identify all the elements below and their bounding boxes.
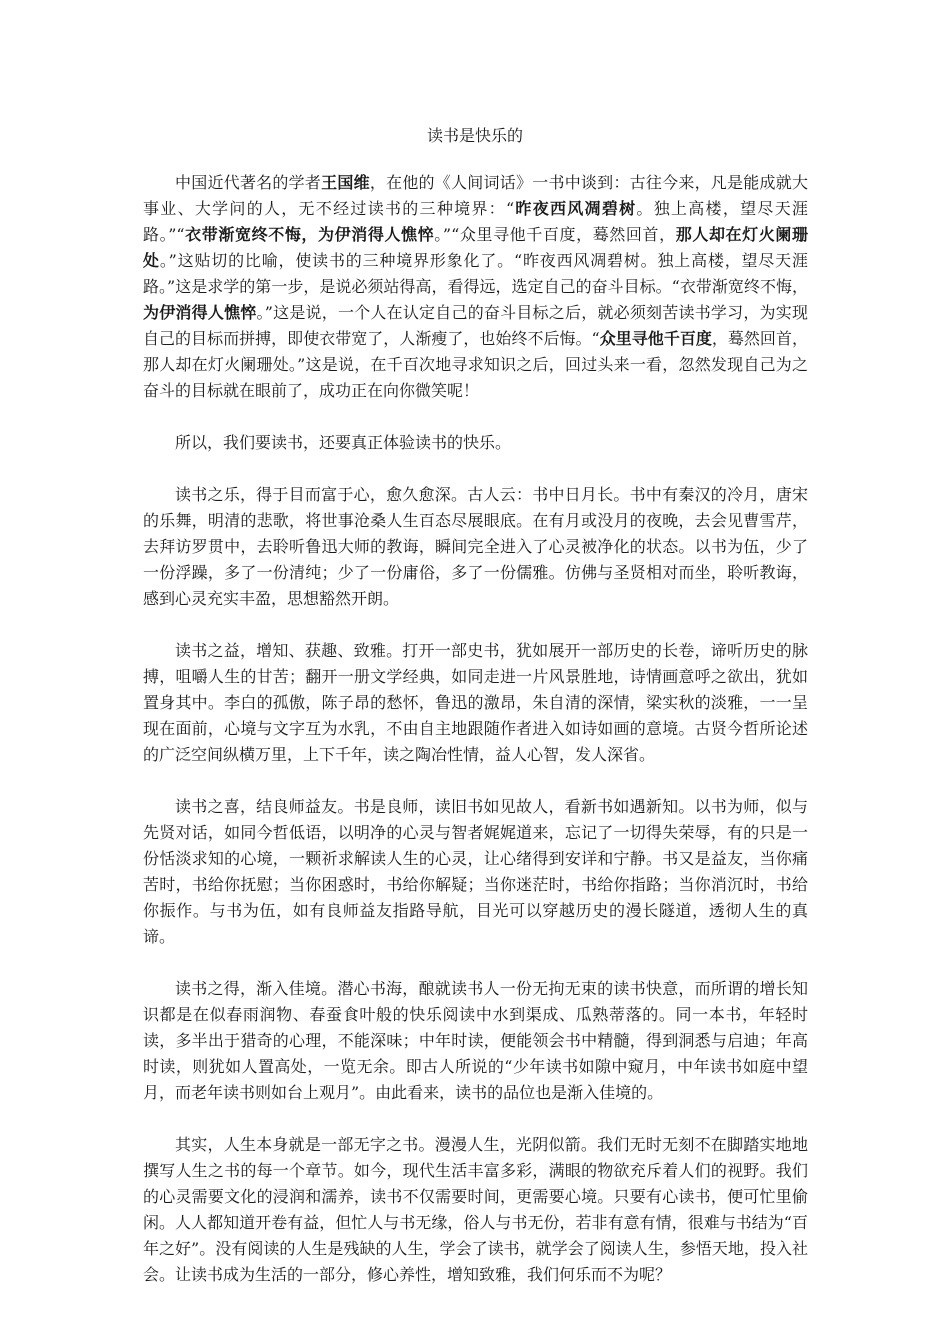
p1-work: 《人间词话》: [434, 173, 533, 192]
p1-s4: 。独上高楼，望尽天涯路。”“: [143, 199, 808, 244]
p1-q4: 为伊消得人憔悴: [143, 303, 257, 322]
document-title: 读书是快乐的: [426, 126, 523, 145]
p1-q2: 衣带渐宽终不悔，为伊消得人憔悴: [184, 225, 435, 244]
p1-s6: 。”这贴切的比喻，使读书的三种境界形象化了。“昨夜西风凋碧树。独上高楼，望尽天涯路。”这是求学的第一步，是说必须站得高，看得远，选定自己的奋斗目标。“衣带渐宽终不悔，: [143, 251, 808, 296]
paragraph-4: 读书之益，增知、获趣、致雅。打开一部史书，犹如展开一部历史的长卷，谛听历史的脉搏，咀嚼人生的甘苦；翻开一册文学经典，如同走进一片风景胜地，诗情画意呼之欲出，犹如置身其中。李白的孤傲，陈子昂的愁怀，鲁迅的激昂，朱自清的深情，梁实秋的淡雅，一一呈现在面前，心境与文字互为水乳，不由自主地跟随作者进入如诗如画的意境。古贤今哲所论述的广泛空间纵横万里，上下千年，读之陶冶性情，益人心智，发人深省。: [143, 641, 808, 764]
p1-lead: 中国近代著名的学者: [175, 173, 322, 192]
paragraph-5: 读书之喜，结良师益友。书是良师，读旧书如见故人，看新书如遇新知。以书为师，似与先贤对话，如同今哲低语，以明净的心灵与智者娓娓道来，忘记了一切得失荣辱，有的只是一份恬淡求知的心境，一颗祈求解读人生的心灵，让心绪得到安详和宁静。书又是益友，当你痛苦时，书给你抚慰；当你困惑时，书给你解疑；当你迷茫时，书给你指路；当你消沉时，书给你振作。与书为伍，如有良师益友指路导航，目光可以穿越历史的漫长隧道，透彻人生的真谛。: [143, 797, 808, 946]
p1-s7: 。”这是说，一个人在认定自己的奋斗目标之后，就必须刻苦读书学习，为实现自己的目标而拼搏，即使衣带宽了，人渐瘦了，也始终不后悔。“: [143, 303, 808, 348]
p1-q3: 那人却在灯火阑珊处: [143, 225, 808, 270]
paragraph-1: [143, 170, 808, 404]
paragraph-2: 所以，我们要读书，还要真正体验读书的快乐。: [175, 433, 512, 452]
p1-s3: 一书中谈到：古往今来，凡是能成就大事业、大学问的人，无不经过读书的三种境界：“: [143, 173, 808, 218]
p1-s2: ，在他的: [369, 173, 435, 192]
p1-s5: 。”“众里寻他千百度，蓦然回首，: [434, 225, 676, 244]
p1-name: 王国维: [321, 173, 370, 192]
p1-q5: 众里寻他千百度: [599, 329, 712, 348]
paragraph-3: 读书之乐，得于目而富于心，愈久愈深。古人云：书中日月长。书中有秦汉的冷月，唐宋的乐舞，明清的悲歌，将世事沧桑人生百态尽展眼底。在有月或没月的夜晚，去会见曹雪芹，去拜访罗贯中，去聆听鲁迅大师的教诲，瞬间完全进入了心灵被净化的状态。以书为伍，少了一份浮躁，多了一份清纯；少了一份庸俗，多了一份儒雅。仿佛与圣贤相对而坐，聆听教诲，感到心灵充实丰盈，思想豁然开朗。: [143, 485, 808, 608]
p1-s8: ，蓦然回首，那人却在灯火阑珊处。”这是说，在千百次地寻求知识之后，回过头来一看，忽然发现自己为之奋斗的目标就在眼前了，成功正在向你微笑呢！: [143, 329, 808, 400]
document-body: [143, 170, 808, 1288]
paragraph-7: 其实，人生本身就是一部无字之书。漫漫人生，光阴似箭。我们无时无刻不在脚踏实地地撰写人生之书的每一个章节。如今，现代生活丰富多彩，满眼的物欲充斥着人们的视野。我们的心灵需要文化的浸润和濡养，读书不仅需要时间，更需要心境。只要有心读书，便可忙里偷闲。人人都知道开卷有益，但忙人与书无缘，俗人与书无份，若非有意有情，很难与书结为“百年之好”。没有阅读的人生是残缺的人生，学会了读书，就学会了阅读人生，参悟天地，投入社会。让读书成为生活的一部分，修心养性，增知致雅，我们何乐而不为呢？: [143, 1135, 808, 1284]
p1-q1: 昨夜西风凋碧树: [514, 199, 637, 218]
paragraph-6: 读书之得，渐入佳境。潜心书海，酿就读书人一份无拘无束的读书快意，而所谓的增长知识都是在似春雨润物、春蚕食叶般的快乐阅读中水到渠成、瓜熟蒂落的。同一本书，年轻时读，多半出于猎奇的心理，不能深味；中年时读，便能领会书中精髓，得到洞悉与启迪；年高时读，则犹如人置高处，一览无余。即古人所说的“少年读书如隙中窥月，中年读书如庭中望月，而老年读书则如台上观月”。由此看来，读书的品位也是渐入佳境的。: [143, 979, 808, 1102]
